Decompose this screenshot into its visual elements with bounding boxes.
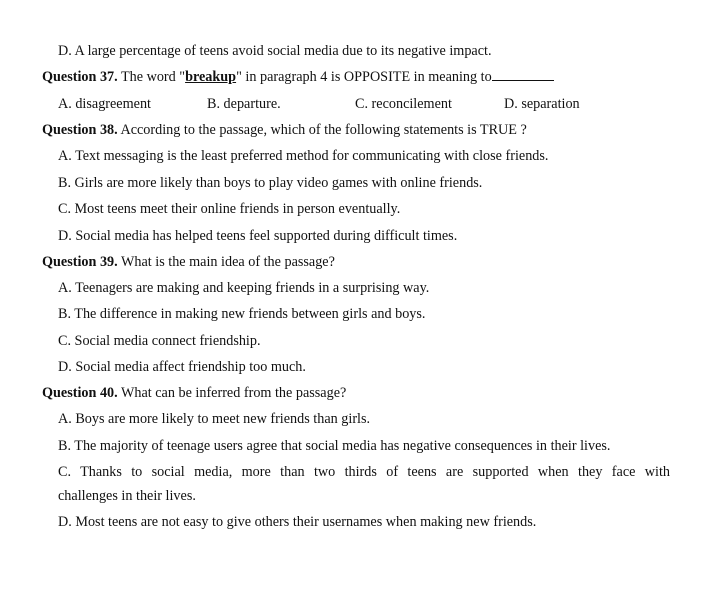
q39-option-d: D. Social media affect friendship too much. <box>58 359 306 375</box>
q40-option-d: D. Most teens are not easy to give others their usernames when making new friends. <box>58 514 537 530</box>
q37-option-b: B. departure. <box>207 96 281 112</box>
question-40-label: Question 40. <box>42 385 118 401</box>
question-38-text: According to the passage, which of the following statements is TRUE ? <box>117 122 527 138</box>
question-37-keyword: breakup <box>185 69 237 85</box>
q37-option-a: A. disagreement <box>58 96 151 112</box>
q39-option-b: B. The difference in making new friends between girls and boys. <box>58 306 426 322</box>
question-37-text-before: The word " <box>117 69 186 85</box>
q38-option-c: C. Most teens meet their online friends in person eventually. <box>58 201 401 217</box>
question-38-label: Question 38. <box>42 122 118 138</box>
q38-option-d: D. Social media has helped teens feel supported during difficult times. <box>58 228 458 244</box>
q36-option-d: D. A large percentage of teens avoid social media due to its negative impact. <box>58 43 492 59</box>
question-40-text: What can be inferred from the passage? <box>117 385 347 401</box>
q38-option-a: A. Text messaging is the least preferred method for communicating with close friends. <box>58 148 549 164</box>
q39-option-a: A. Teenagers are making and keeping friends in a surprising way. <box>58 280 430 296</box>
q40-option-c-line2: challenges in their lives. <box>58 488 196 504</box>
q37-option-d: D. separation <box>504 96 580 112</box>
question-37-text-after: " in paragraph 4 is OPPOSITE in meaning to <box>236 69 492 85</box>
q39-option-c: C. Social media connect friendship. <box>58 333 261 349</box>
question-39-label: Question 39. <box>42 254 118 270</box>
question-38 <box>42 121 527 139</box>
q40-option-c-line1: C. Thanks to social media, more than two thirds of teens are supported when they face with <box>58 464 670 480</box>
question-39 <box>42 253 335 271</box>
question-39-text: What is the main idea of the passage? <box>117 254 335 270</box>
question-40 <box>42 384 346 402</box>
question-37 <box>42 68 554 86</box>
q37-option-c: C. reconcilement <box>355 96 452 112</box>
q40-option-b: B. The majority of teenage users agree that social media has negative consequences in their lives. <box>58 438 611 454</box>
question-37-label: Question 37. <box>42 69 118 85</box>
q40-option-a: A. Boys are more likely to meet new friends than girls. <box>58 411 371 427</box>
q38-option-b: B. Girls are more likely than boys to play video games with online friends. <box>58 175 483 191</box>
answer-blank <box>492 68 554 81</box>
